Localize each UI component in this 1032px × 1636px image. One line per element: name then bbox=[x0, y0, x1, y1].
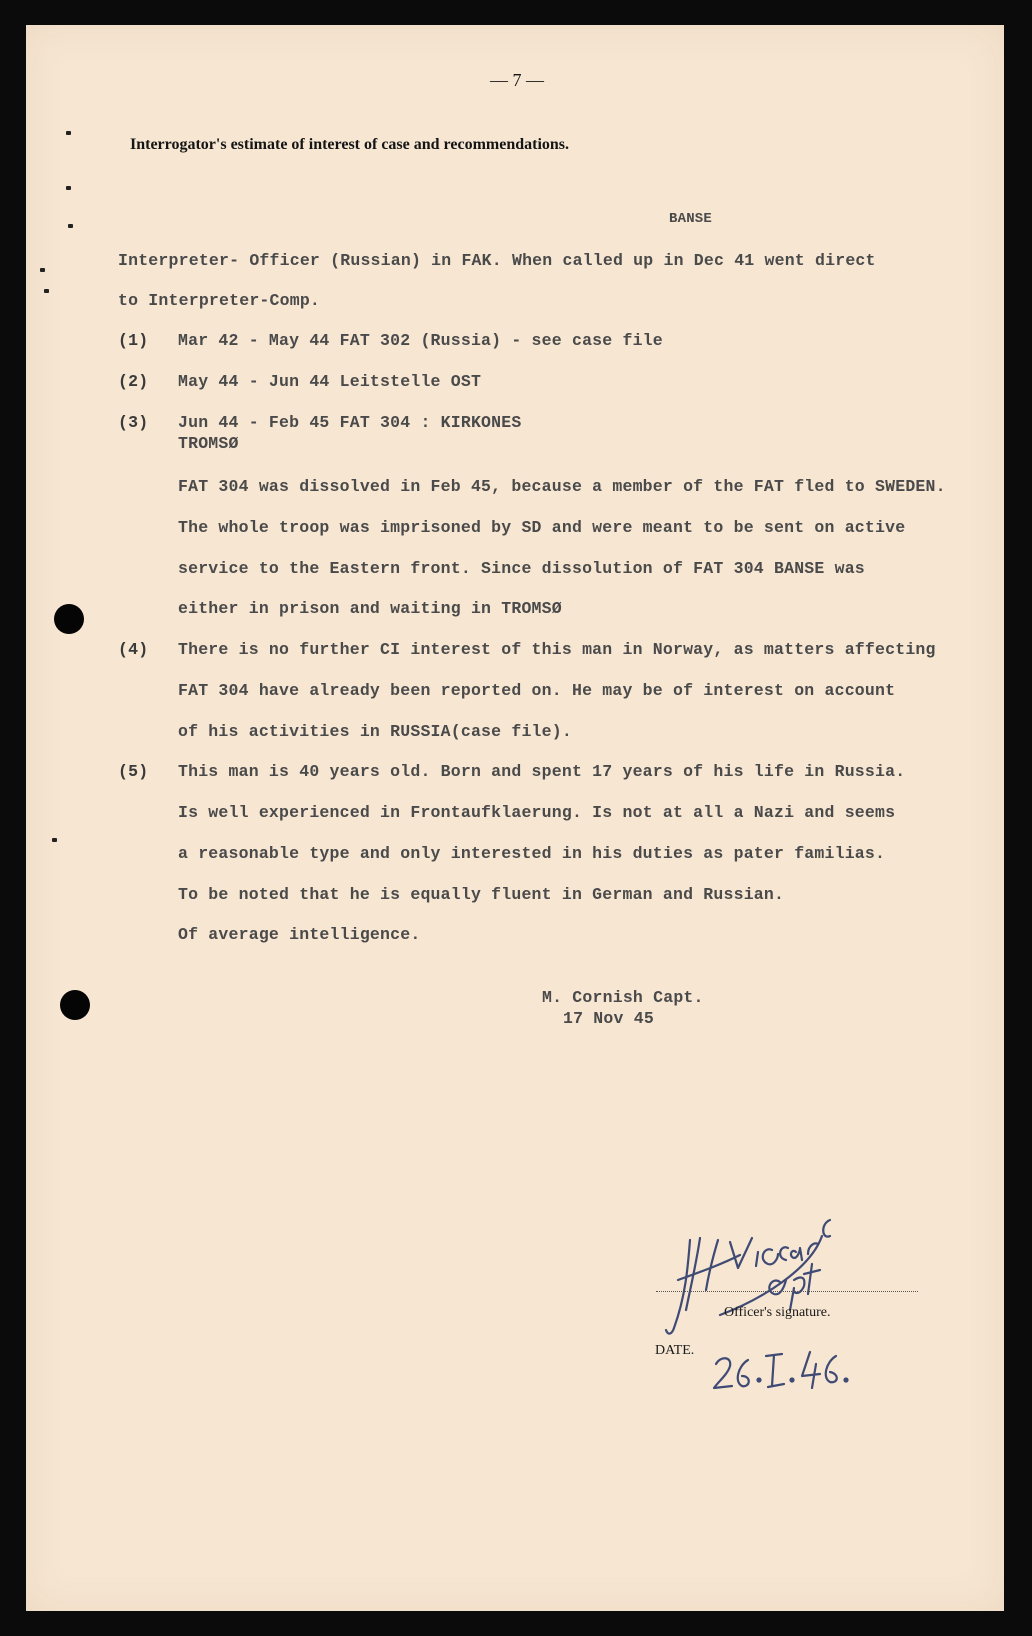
intro-line: to Interpreter-Comp. bbox=[118, 291, 321, 310]
entry-text: of his activities in RUSSIA(case file). bbox=[178, 722, 572, 741]
signoff-name: M. Cornish Capt. bbox=[542, 988, 704, 1007]
officer-signature-label: Officer's signature. bbox=[724, 1305, 831, 1320]
entry-text: This man is 40 years old. Born and spent 17 years of his life in Russia. bbox=[178, 762, 906, 781]
entry-text: May 44 - Jun 44 Leitstelle OST bbox=[178, 372, 482, 391]
paragraph-line: FAT 304 was dissolved in Feb 45, because a member of the FAT fled to SWEDEN. bbox=[178, 477, 946, 496]
margin-speck bbox=[66, 131, 71, 135]
section-heading: Interrogator's estimate of interest of case and recommendations. bbox=[130, 136, 570, 153]
paragraph-line: service to the Eastern front. Since dissolution of FAT 304 BANSE was bbox=[178, 559, 865, 578]
signoff-date: 17 Nov 45 bbox=[563, 1009, 654, 1028]
entry-text: TROMSØ bbox=[178, 434, 239, 453]
entry-text: Mar 42 - May 44 FAT 302 (Russia) - see case file bbox=[178, 331, 663, 350]
margin-speck bbox=[66, 186, 71, 190]
signature-line bbox=[656, 1291, 918, 1292]
punch-hole-upper bbox=[54, 604, 84, 634]
entry-number: (3) bbox=[118, 413, 149, 432]
entry-text: Is well experienced in Frontaufklaerung. Is not at all a Nazi and seems bbox=[178, 803, 896, 822]
entry-number: (1) bbox=[118, 331, 149, 350]
entry-number: (5) bbox=[118, 762, 149, 781]
page-number: — 7 — bbox=[490, 70, 544, 90]
entry-text: There is no further CI interest of this man in Norway, as matters affecting bbox=[178, 640, 936, 659]
handwritten-date bbox=[712, 1342, 862, 1402]
paragraph-line: either in prison and waiting in TROMSØ bbox=[178, 599, 562, 618]
entry-number: (4) bbox=[118, 640, 149, 659]
entry-text: a reasonable type and only interested in his duties as pater familias. bbox=[178, 844, 886, 863]
intro-line: Interpreter- Officer (Russian) in FAK. When called up in Dec 41 went direct bbox=[118, 251, 876, 270]
entry-text: Jun 44 - Feb 45 FAT 304 : KIRKONES bbox=[178, 413, 522, 432]
punch-hole-lower bbox=[60, 990, 90, 1020]
date-label: DATE. bbox=[655, 1343, 695, 1358]
entry-number: (2) bbox=[118, 372, 149, 391]
margin-speck bbox=[68, 224, 73, 228]
entry-text: Of average intelligence. bbox=[178, 925, 421, 944]
margin-speck bbox=[44, 289, 49, 293]
paragraph-line: The whole troop was imprisoned by SD and were meant to be sent on active bbox=[178, 518, 906, 537]
entry-text: To be noted that he is equally fluent in German and Russian. bbox=[178, 885, 785, 904]
entry-text: FAT 304 have already been reported on. He may be of interest on account bbox=[178, 681, 896, 700]
margin-speck bbox=[52, 838, 57, 842]
margin-speck bbox=[40, 268, 45, 272]
subject-name: BANSE bbox=[669, 211, 713, 227]
